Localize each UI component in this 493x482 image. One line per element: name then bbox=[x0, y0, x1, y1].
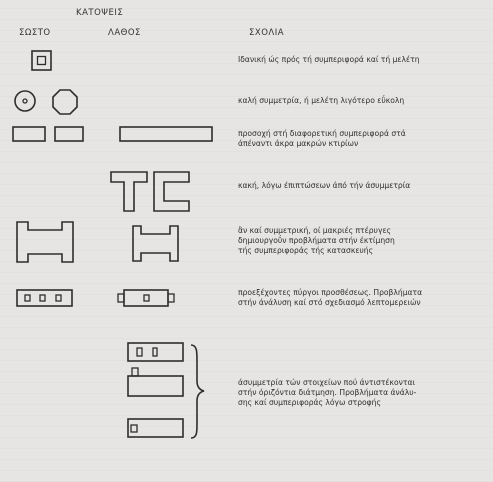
comment-row-6: προεξέχοντες πύργοι προσθέσεως. Προβλήματα στήν άνάλυση καί στό σχεδιασμό λεπτομερειών bbox=[238, 288, 423, 307]
comment-row-2: καλή συμμετρία, ή μελέτη λιγότερο εΰκολη bbox=[238, 96, 405, 105]
header-plans: ΚΑΤΟΨΕΙΣ bbox=[76, 8, 124, 18]
plan-circle-correct bbox=[15, 91, 35, 111]
plan-h-shape-correct bbox=[17, 222, 73, 262]
plan-octagon-correct bbox=[53, 90, 77, 114]
plan-asym-core-3-wrong bbox=[128, 419, 183, 437]
plan-c-shape-wrong bbox=[154, 172, 189, 211]
header-correct: ΣΩΣΤΟ bbox=[19, 28, 51, 38]
plan-short-rect-correct-1 bbox=[13, 127, 45, 141]
comment-row-3: προσοχή στή διαφορετική συμπεριφορά στά άπέναντι άκρα μακρών κτιρίων bbox=[238, 129, 406, 148]
plan-long-rect-wrong bbox=[120, 127, 212, 141]
plan-asym-core-2-wrong bbox=[128, 368, 183, 396]
comment-row-1: Ιδανική ώς πρός τή συμπεριφορά καί τή μελέτη bbox=[238, 55, 420, 64]
comment-row-7: άσυμμετρία τών στοιχείων πού άντιστέκονται στήν όριζόντια διάτμηση. Προβλήματα άνάλυ- σης καί συμπεριφοράς λόγω στροφής bbox=[238, 378, 417, 407]
header-comments: ΣΧΟΛΙΑ bbox=[249, 28, 285, 38]
brace-icon bbox=[191, 345, 204, 438]
plan-protruding-towers-wrong bbox=[118, 290, 174, 306]
header-wrong: ΛΑΘΟΣ bbox=[108, 28, 141, 38]
plan-h-shape-wrong bbox=[133, 226, 178, 261]
plan-t-shape-wrong bbox=[111, 172, 147, 211]
plan-asym-core-1-wrong bbox=[128, 343, 183, 361]
comment-row-4: κακή, λόγω έπιπτώσεων άπό τήν άσυμμετρία bbox=[238, 181, 411, 190]
plan-inner-towers-correct bbox=[17, 290, 72, 306]
plan-square-correct bbox=[32, 51, 51, 70]
plan-short-rect-correct-2 bbox=[55, 127, 83, 141]
comment-row-5: ἂν καί συμμετρική, οί μακριές πτέρυγες δημιουργοΰν προβλήματα στήν έκτίμηση τής συμπεριφοράς τής κατασκευής bbox=[238, 226, 395, 255]
